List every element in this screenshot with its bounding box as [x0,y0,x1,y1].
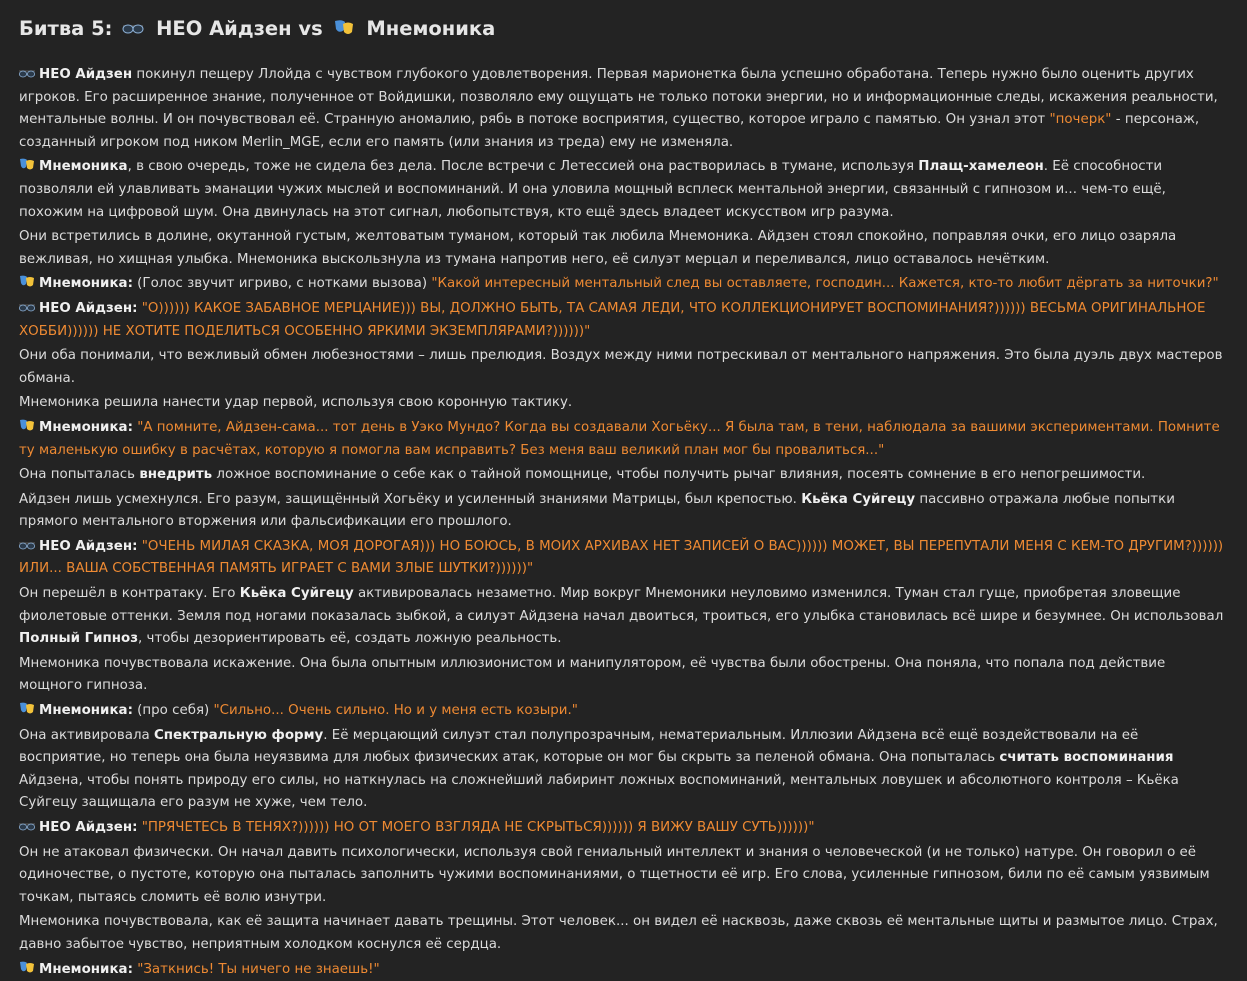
dialogue-6 [19,817,1228,840]
dialogue-3 [19,417,1228,462]
theater-masks-icon [19,961,35,975]
speaker-name: НЕО Айдзен: [39,820,138,835]
sunglasses-icon [19,66,35,80]
paragraph-6 [19,464,1228,487]
text-span: , в свою очередь, тоже не сидела без дела. После встречи с Летессией она растворилась в тумане, используя [127,159,919,175]
text-span: покинул пещеру Ллойда с чувством глубокого удовлетворения. Первая марионетка была успешно обработана. Теперь нужно было оценить других игроков. Его расширенное знание, полученное от Войдишки, позволяло ему ощущать не только потоки энергии, но и информационные следы, искажения реальности, ментальные волны. И он почувствовал её. Странную аномалию, рябь в потоке восприятия, существо, которое играло с памятью. Он узнал этот [19,67,1218,128]
dialogue-7 [19,959,1228,981]
bold-term: Кьёка Суйгецу [801,491,916,507]
bold-term: внедрить [139,467,213,483]
paragraph-3: Они встретились в долине, окутанной густым, желтоватым туманом, который так любила Мнемоника. Айдзен стоял спокойно, поправляя очки, его лицо озаряла вежливая, но хищная улыбка. Мнемоника выскользнула из тумана напротив него, её силуэт мерцал и переливался, лицо оставалось нечётким. [19,229,1177,267]
sunglasses-icon [19,538,35,552]
paragraph-5: Мнемоника решила нанести удар первой, используя свою коронную тактику. [19,395,573,411]
text-span: . Её способности позволяли ей улавливать эманации чужих мыслей и воспоминаний. И она уловила мощный всплеск ментальной энергии, связанный с гипнозом и... чем-то ещё, похожим на цифровой шум. Она двинулась на этот сигнал, любопытствуя, кто ещё здесь владеет искусством игр разума. [19,159,1166,220]
bold-term: Спектральную форму [153,727,324,743]
sunglasses-icon [122,19,144,37]
quote-text: "ПРЯЧЕТЕСЬ В ТЕНЯХ?)))))) НО ОТ МОЕГО ВЗГЛЯДА НЕ СКРЫТЬСЯ)))))) Я ВИЖУ ВАШУ СУТЬ))))))" [141,820,815,835]
bold-term: считать воспоминания [999,750,1174,766]
speaker-name: Мнемоника: [39,276,133,292]
speaker-name: Мнемоника [39,159,128,175]
quote-text: "ОЧЕНЬ МИЛАЯ СКАЗКА, МОЯ ДОРОГАЯ))) НО БОЮСЬ, В МОИХ АРХИВАХ НЕТ ЗАПИСЕЙ О ВАС)))))) МОЖЕТ, ВЫ ПЕРЕПУТАЛИ МЕНЯ С КЕМ-ТО ДРУГИМ?)))))) ИЛИ... ВАША СОБСТВЕННАЯ ПАМЯТЬ ИГРАЕТ С ВАМИ ЗЛЫЕ ШУТКИ?))))))" [19,538,1224,577]
text-span: Айдзена, чтобы понять природу его силы, но наткнулась на сложнейший лабиринт ложных воспоминаний, ментальных ловушек и абсолютного контроля – Кьёка Суйгецу защищала его разум не хуже, чем тело. [19,772,1179,811]
theater-masks-icon [333,19,355,37]
paragraph-4: Они оба понимали, что вежливый обмен любезностями – лишь прелюдия. Воздух между ними потрескивал от ментального напряжения. Это была дуэль двух мастеров обмана. [19,348,1223,386]
sunglasses-icon [19,300,35,314]
dialogue-5 [19,700,1228,723]
quote-text: "А помните, Айдзен-сама... тот день в Уэко Мундо? Когда вы создавали Хогьёку... Я была там, в тени, наблюдала за вашими экспериментами. Помните ту маленькую ошибку в расчётах, которую я помогла вам исправить? Без меня ваш великий план мог бы провалиться..." [19,419,1220,458]
stage-note: (про себя) [132,703,214,719]
stage-note: (Голос звучит игриво, с нотками вызова) [132,276,432,292]
text-span: . Её мерцающий силуэт стал полупрозрачным, нематериальным. Иллюзии Айдзена всё ещё воздействовали на её восприятие, но теперь она была неуязвима для любых физических атак, которые он мог бы скрыть за пеленой обмана. Она попыталась [19,727,1139,766]
paragraph-12: Мнемоника почувствовала, как её защита начинает давать трещины. Этот человек... он видел её насквозь, даже сквозь её ментальные щиты и размытое лицо. Страх, давно забытое чувство, неприятным холодком коснулся её сердца. [19,914,1218,952]
paragraph-8 [19,583,1228,651]
speaker-name: Мнемоника: [39,703,133,719]
speaker-name: НЕО Айдзен [39,67,133,82]
bold-term: Полный Гипноз [19,631,139,647]
quote-text: "Заткнись! Ты ничего не знаешь!" [137,961,380,977]
theater-masks-icon [19,702,35,716]
fighter-a-name: НЕО Айдзен [156,17,292,40]
bold-term: Кьёка Суйгецу [239,586,354,602]
theater-masks-icon [19,419,35,433]
text-span: , чтобы дезориентировать её, создать ложную реальность. [138,631,562,647]
text-span: Айдзен лишь усмехнулся. Его разум, защищённый Хогьёку и усиленный знаниями Матрицы, был крепостью. [19,491,802,507]
bold-term: Плащ-хамелеон [918,159,1044,175]
text-span: Она попыталась [19,467,140,483]
sunglasses-icon [19,819,35,833]
theater-masks-icon [19,275,35,289]
dialogue-1 [19,273,1228,296]
speaker-name: Мнемоника: [39,419,133,435]
paragraph-9: Мнемоника почувствовала искажение. Она была опытным иллюзионистом и манипулятором, её чувства были обострены. Она поняла, что попала под действие мощного гипноза. [19,655,1166,694]
text-span: ложное воспоминание о себе как о тайной помощнице, чтобы получить рычаг влияния, посеять сомнение в его непогрешимости. [212,467,1146,483]
fighter-b-name: Мнемоника [366,17,496,40]
text-span: активировалась незаметно. Мир вокруг Мнемоники неуловимо изменился. Туман стал гуще, приобретая зловещие фиолетовые оттенки. Земля под ногами показалась зыбкой, а силуэт Айдзена начал двоиться, троиться, его улыбка становилась всё шире и безумнее. Он использовал [19,586,1224,624]
speaker-name: Мнемоника: [39,961,133,977]
post-title [19,16,1228,42]
paragraph-1 [19,64,1228,154]
dialogue-2 [19,298,1228,343]
highlight-text: "почерк" [1049,112,1112,128]
text-span: - персонаж, созданный игроком под ником Merlin_MGE, если его память (или знания из треда) ему не изменяла. [19,112,1200,150]
paragraph-10 [19,725,1228,815]
quote-text: "О)))))) КАКОЕ ЗАБАВНОЕ МЕРЦАНИЕ))) ВЫ, ДОЛЖНО БЫТЬ, ТА САМАЯ ЛЕДИ, ЧТО КОЛЛЕКЦИОНИРУЕТ ВОСПОМИНАНИЯ?)))))) ВЕСЬМА ОРИГИНАЛЬНОЕ ХОББИ)))))) НЕ ХОТИТЕ ПОДЕЛИТЬСЯ ОСОБЕННО ЯРКИМИ ЭКЗЕМПЛЯРАМИ?))))))" [19,300,1206,339]
paragraph-7 [19,489,1228,534]
speaker-name: НЕО Айдзен: [39,538,138,554]
speaker-name: НЕО Айдзен: [39,300,138,316]
paragraph-11: Он не атаковал физически. Он начал давить психологически, используя свой гениальный интеллект и знания о человеческой (и не только) натуре. Он говорил о её одиночестве, о пустоте, которую она пыталась заполнить чужими воспоминаниями, о тщетности её игр. Его слова, усиленные гипнозом, били по её самым уязвимым точкам, пытаясь сломить её волю изнутри. [19,844,1210,905]
text-span: Он перешёл в контратаку. Его [19,586,240,602]
text-span: пассивно отражала любые попытки прямого ментального вторжения или фальсификации его прошлого. [19,491,1175,530]
paragraph-2 [19,156,1228,224]
theater-masks-icon [19,158,35,172]
quote-text: "Сильно... Очень сильно. Но и у меня есть козыри." [213,703,578,719]
quote-text: "Какой интересный ментальный след вы оставляете, господин... Кажется, кто-то любит дёргать за ниточки?" [431,276,1219,292]
vs-label: vs [298,17,323,40]
title-prefix: Битва 5: [19,17,113,40]
dialogue-4 [19,536,1228,581]
text-span: Она активировала [19,727,154,743]
